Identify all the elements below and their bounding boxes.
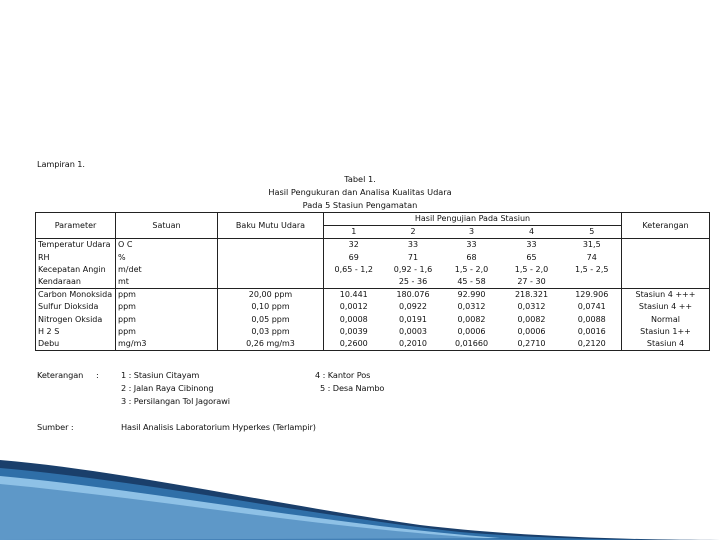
table-title-line2: Hasil Pengukuran dan Analisa Kualitas Udara [268,187,452,197]
st5-cell: 1,5 - 2,5 [575,264,609,274]
note-item-5: 5 : Desa Nambo [320,383,385,393]
st4-cell: 27 - 30 [501,276,563,289]
st2-cell: 0,92 - 1,6 [393,264,433,274]
st5-cell: 0,2120 [563,338,622,351]
st3-cell: 0,0006 [457,326,486,336]
unit-cell: mg/m3 [116,338,218,351]
st3-cell: 68 [466,252,477,262]
st1-cell: 0,2600 [324,338,384,351]
st5-cell: 0,0088 [577,314,606,324]
st4-cell: 218.321 [514,290,549,300]
st2-cell: 71 [407,252,419,262]
st1-cell: 0,0008 [324,314,384,326]
st1-cell: 32 [324,239,384,252]
table-title-line1: Tabel 1. [344,174,376,184]
header-station-4: 4 [501,226,563,239]
unit-cell: O C [116,239,218,252]
note-item-4: 4 : Kantor Pos [315,370,371,380]
unit-cell: ppm [116,314,218,326]
st3-cell: 0,01660 [443,338,501,351]
st1-cell [324,276,384,289]
st1-cell: 69 [324,252,384,264]
st2-cell: 25 - 36 [384,276,443,289]
param-cell: Nitrogen Oksida [36,314,116,326]
header-baku-mutu: Baku Mutu Udara [218,213,324,239]
footer-swoosh-graphic [0,440,720,540]
baku-cell: 0,05 ppm [218,314,324,326]
st5-cell: 31,5 [582,240,601,250]
st1-cell: 0,65 - 1,2 [324,264,384,276]
ket-cell: Stasiun 4 [622,338,710,351]
st4-cell: 65 [526,252,537,262]
note-item-3: 3 : Persilangan Tol Jagorawi [121,396,230,406]
st4-cell: 0,0006 [517,326,546,336]
st4-cell: 33 [526,240,537,250]
unit-cell: mt [116,276,218,289]
st3-cell: 1,5 - 2,0 [454,264,489,274]
ket-cell: Stasiun 4 ++ [622,301,710,313]
baku-cell: 0,26 mg/m3 [218,338,324,351]
st2-cell: 0,0922 [399,302,427,312]
unit-cell: ppm [116,301,218,313]
st5-cell: 74 [586,252,597,262]
baku-cell: 0,10 ppm [218,301,324,313]
header-keterangan: Keterangan [622,213,710,239]
note-item-1: 1 : Stasiun Citayam [121,370,200,380]
unit-cell: m/det [116,264,218,276]
st5-cell: 0,0741 [577,302,606,312]
st3-cell: 0,0312 [457,302,486,312]
st5-cell: 129.906 [575,290,609,300]
st1-cell: 0,0039 [324,326,384,338]
header-station-5: 5 [563,226,622,239]
st4-cell: 1,5 - 2,0 [514,264,549,274]
st3-cell: 0,0082 [457,314,486,324]
param-cell: RH [36,252,116,264]
param-cell: Debu [36,338,116,351]
st1-cell: 10.441 [324,289,384,302]
header-satuan: Satuan [116,213,218,239]
note-item-2: 2 : Jalan Raya Cibinong [121,383,214,393]
st5-cell: 0,0016 [577,326,606,336]
header-station-3: 3 [443,226,501,239]
ket-cell: Stasiun 4 +++ [622,289,710,302]
ket-cell: Stasiun 1++ [622,326,710,338]
st2-cell: 0,0003 [399,326,427,336]
table-title-line3: Pada 5 Stasiun Pengamatan [302,200,418,210]
header-station-1: 1 [324,226,384,239]
param-cell: Temperatur Udara [36,239,116,252]
st5-cell [563,276,622,289]
lampiran-label: Lampiran 1. [37,159,85,169]
ket-cell: Normal [622,314,710,326]
st1-cell: 0,0012 [324,301,384,313]
st2-cell: 33 [407,240,419,250]
st3-cell: 33 [466,240,477,250]
baku-cell: 0,03 ppm [218,326,324,338]
source-label: Sumber : [37,422,74,432]
notes-colon: : [96,370,99,380]
param-cell: Kendaraan [36,276,116,289]
source-text: Hasil Analisis Laboratorium Hyperkes (Terlampir) [121,422,316,432]
st3-cell: 45 - 58 [443,276,501,289]
unit-cell: ppm [116,326,218,338]
st2-cell: 0,2010 [384,338,443,351]
param-cell: H 2 S [36,326,116,338]
param-cell: Sulfur Dioksida [36,301,116,313]
unit-cell: % [116,252,218,264]
st2-cell: 180.076 [396,290,430,300]
st2-cell: 0,0191 [399,314,427,324]
param-cell: Kecepatan Angin [36,264,116,276]
header-parameter: Parameter [36,213,116,239]
header-station-2: 2 [384,226,443,239]
st4-cell: 0,0082 [517,314,546,324]
notes-label: Keterangan [37,370,84,380]
baku-cell: 20,00 ppm [218,289,324,302]
st4-cell: 0,2710 [501,338,563,351]
st3-cell: 92.990 [457,290,486,300]
param-cell: Carbon Monoksida [36,289,116,302]
unit-cell: ppm [116,289,218,302]
header-hasil-pengujian: Hasil Pengujian Pada Stasiun [324,213,622,226]
air-quality-table [35,212,710,351]
st4-cell: 0,0312 [517,302,546,312]
